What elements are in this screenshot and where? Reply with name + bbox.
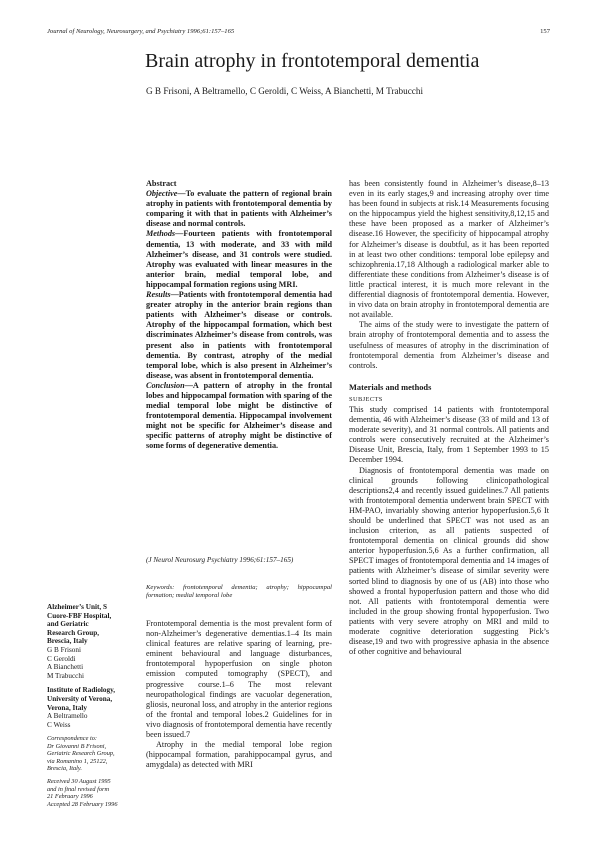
received-line: Received 30 August 1995 [47,778,111,786]
section-heading-materials-methods: Materials and methods [349,382,432,392]
author-name: G B Frisoni [47,645,81,654]
running-head [47,28,550,40]
correspondence-line: Geriatric Research Group, [47,750,115,758]
author-name: M Trabucchi [47,671,84,680]
subjects-paragraph: This study comprised 14 patients with frontotemporal dementia, 46 with Alzheimer’s disease (33 of mild and 13 of moderate severity), and 31 normal controls. All patients and controls were consecutively recruited at the Alzheimer’s Disease Unit, Brescia, Italy, from 1 September 1993 to 15 December 1994. [349,404,549,465]
conclusion-text: —A pattern of atrophy in the frontal lobes and hippocampal formation with sparing of the medial temporal lobe might be distinctive of frontotemporal dementia. Hippocampal involvement might not be specific for Alzheimer’s disease and specific patterns of atrophy might be distinctive of some forms of degenerative dementia. [146,380,332,451]
aims-paragraph: The aims of the study were to investigate the pattern of brain atrophy of frontotemporal dementia and to assess the usefulness of measures of atrophy in the discrimination of frontotemporal dementia from Alzheimer’s disease and controls. [349,320,549,370]
diagnosis-paragraph: Diagnosis of frontotemporal dementia was made on clinical grounds following clinicopathological descriptions2,4 and recently issued guidelines.7 All patients with frontotemporal dementia underwent brain SPECT with HM-PAO, invariably showing anterior hypoperfusion.5,6 It should be underlined that SPECT was not used as an inclusion criterion, as all patients suspected of frontotemporal dementia on clinical grounds did show anterior hypoperfusion.5,6 As a further confirmation, all SPECT images of frontotemporal dementia and 14 images of patients with Alzheimer’s disease of similar severity were sorted blind to diagnosis by one of us (AB) into those who showed a frontal hypoperfusion pattern and those who did not. All patients with frontotemporal dementia were included in the group showing frontal hypoperfusion. Two patients with very severe atrophy on MRI and mild to moderate cognitive deterioration suggesting Pick’s disease,19 and two with progressive aphasia in the absence of other cognitive and behavioural [349,465,549,657]
correspondence-line: via Romanino 1, 25122, [47,757,108,765]
correspondence-line: Correspondence to: [47,735,97,743]
received-line: and in final revised form [47,785,110,793]
keywords-label: Keywords: [146,584,175,591]
body-left-column [146,619,332,770]
conclusion-label: Conclusion [146,380,185,390]
intro-paragraph-1: Frontotemporal dementia is the most prevalent form of non-Alzheimer’s degenerative dementias.1–4 Its main clinical features are relative sparing of learning, pre-eminent behavioural and language disturbances, frontotemporal hypoperfusion on single photon emission computed tomography (SPECT), and progressive course.1–6 The most relevant neuropathological findings are vacuolar degeneration, gliosis, neuronal loss, and atrophy in the anterior regions of the frontal and temporal lobes.2 Guidelines for in vivo diagnosis of frontotemporal dementia have recently been issued.7 [146,619,333,740]
received-line: 21 February 1996 [47,793,93,801]
affiliation-line: and Geriatric [47,620,89,629]
accepted-line: Accepted 28 February 1996 [47,800,118,808]
abstract [146,179,332,452]
objective-label: Objective [146,189,178,199]
affiliation-line: Alzheimer’s Unit, S [47,603,107,611]
page-number: 157 [540,28,550,35]
affiliation-line: University of Verona, [47,694,113,703]
affiliation-line: Brescia, Italy [47,637,88,646]
article-citation: (J Neurol Neurosurg Psychiatry 1996;61:157–165) [146,556,294,564]
intro-paragraph-3: has been consistently found in Alzheimer’s disease,8–13 even in its early stages,9 and increasing atrophy over time has been found in subjects at risk.14 Measurements focusing on the hippocampus yield the highest sensitivity,8,12,15 and these have been proposed as a marker of Alzheimer’s disease.16 However, the specificity of hippocampal atrophy for Alzheimer’s disease is doubtful, as it has been reported in at least two other conditions: temporal lobe epilepsy and schizophrenia.17,18 Although a radiological marker able to differentiate these conditions from Alzheimer’s disease is of little practical interest, it is much more relevant in the differential diagnosis of frontotemporal dementia. However, in vivo data on brain atrophy in frontotemporal dementia are not available. [349,179,549,320]
body-right-column [349,179,549,657]
author-name: C Weiss [47,720,71,729]
methods-label: Methods [146,229,176,239]
author-name: A Bianchetti [47,663,84,672]
abstract-objective [146,189,332,229]
subsection-heading-subjects: SUBJECTS [349,395,383,403]
results-text: —Patients with frontotemporal dementia had greater atrophy in the anterior brain regions than patients with Alzheimer’s disease or controls. Atrophy of the hippocampal formation, which best discriminates Alzheimer’s disease from controls, was present also in patients with frontotemporal dementia. By contrast, atrophy of the medial temporal lobe, which is also present in Alzheimer’s disease, was absent in frontotemporal dementia. [146,290,332,380]
affiliation-line: Verona, Italy [47,703,87,712]
author-name: A Beltramello [47,712,88,721]
methods-text: —Fourteen patients with frontotemporal dementia, 13 with moderate, and 33 with mild Alzheimer’s disease, and 31 controls were studied. Atrophy was evaluated with linear measures in the anterior brain, medial temporal lobe, and hippocampal formation regions using MRI. [146,229,332,289]
keywords [146,584,332,600]
abstract-results [146,290,332,381]
author-name: C Geroldi [47,654,76,663]
correspondence-line: Dr Giovanni B Frisoni, [47,742,107,750]
affiliation-line: Institute of Radiology, [47,686,116,695]
abstract-methods [146,229,332,290]
author-list: G B Frisoni, A Beltramello, C Geroldi, C Weiss, A Bianchetti, M Trabucchi [146,86,424,96]
intro-paragraph-2: Atrophy in the medial temporal lobe region (hippocampal formation, parahippocampal gyrus, and amygdala) as detected with MRI [146,740,332,770]
keywords-text: frontotemporal dementia; atrophy; hippocampal formation; medial temporal lobe [146,584,332,599]
correspondence-line: Brescia, Italy. [47,764,82,772]
journal-citation: Journal of Neurology, Neurosurgery, and Psychiatry 1996;61:157–165 [47,28,235,35]
abstract-heading: Abstract [146,179,177,188]
abstract-conclusion [146,381,332,452]
affiliations-margin [47,603,133,808]
affiliation-line: Cuore-FBF Hospital, [47,611,112,620]
affiliation-line: Research Group, [47,628,100,637]
objective-text: —To evaluate the pattern of regional brain atrophy in patients with frontotemporal dementia by comparing it with that in patients with Alzheimer’s disease and normal controls. [146,189,332,229]
results-label: Results [146,290,171,300]
article-title: Brain atrophy in frontotemporal dementia [145,50,480,72]
